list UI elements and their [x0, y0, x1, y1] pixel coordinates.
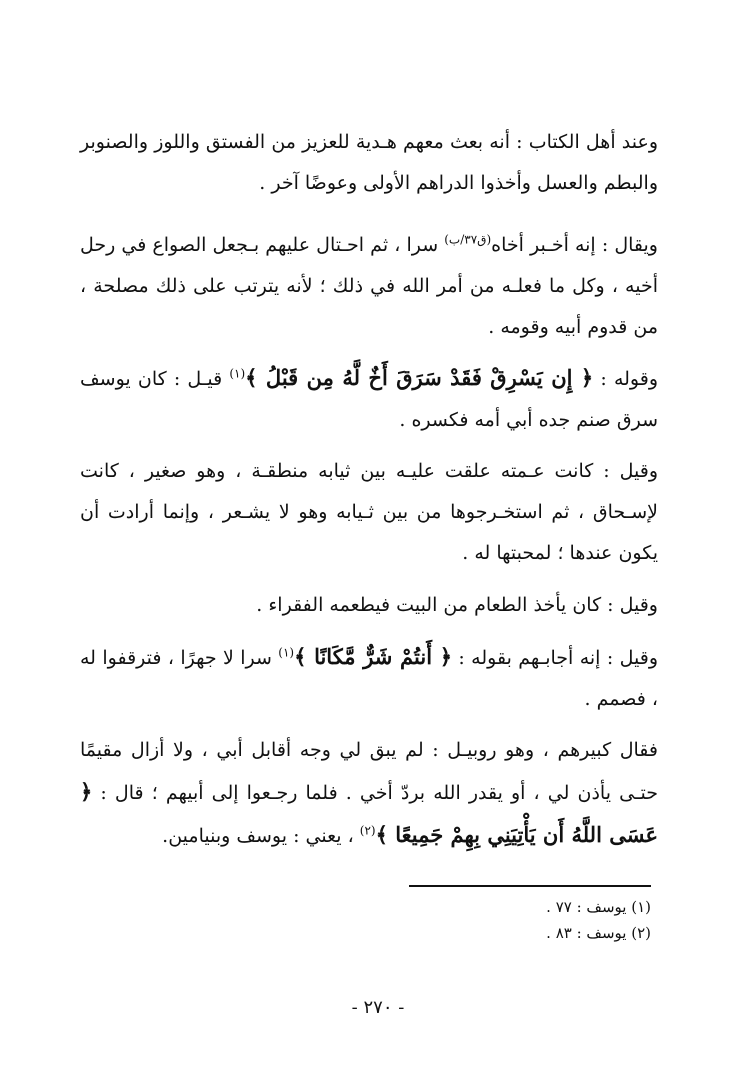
- footnote-divider: [409, 885, 651, 887]
- paragraph-text: سرا لا جهرًا ، فترقفوا له ، فصمم .: [80, 647, 658, 710]
- paragraph-text: وقيل : كان يأخذ الطعام من البيت فيطعمه الفقراء .: [256, 594, 658, 616]
- paragraph-text: وعند أهل الكتاب : أنه بعث معهم هـدية للعزيز من الفستق واللوز والصنوبر والبطم والعسل وأخذوا الدراهم الأولى وعوضًا آخر .: [80, 131, 658, 194]
- paragraph-text: ، يعني : يوسف وبنيامين.: [162, 825, 360, 847]
- paragraph-text: قيـل : كان يوسف سرق صنم جده أبي أمه فكسره .: [80, 368, 658, 431]
- paragraph-text: فقال كبيرهم ، وهو روبيـل : لم يبق لي وجه أقابل أبي ، ولا أزال مقيمًا حتـى يأذن لي ، أو يقدر الله بردّ أخي . فلما رجـعوا إلى أبيهم ؛ قال :: [80, 739, 658, 804]
- footnote-1: (١) يوسف : ٧٧ .: [546, 898, 651, 916]
- quran-verse: ﴿ عَسَى اللَّهُ أَن يَأْتِيَنِي بِهِمْ جَمِيعًا ﴾: [80, 779, 658, 847]
- paragraph-7: [80, 730, 658, 857]
- paragraph-text: وقيل : كانت عـمته علقت عليـه بين ثيابه منطقـة ، وهو صغير ، كانت لإسـحاق ، ثم استخـرجوها من بين ثـيابه وهو لا يشـعر ، وإنما أرادت أن يكون عندها ؛ لمحبتها له .: [80, 460, 658, 564]
- quran-verse: ﴿ إِن يَسْرِقْ فَقَدْ سَرَقَ أَخٌ لَّهُ مِن قَبْلُ ﴾: [245, 365, 594, 390]
- footnote-ref: (١): [229, 366, 246, 381]
- paragraph-3: [80, 357, 658, 441]
- paragraph-text: وقوله :: [593, 368, 658, 390]
- paragraph-5: [80, 585, 658, 626]
- paragraph-4: [80, 451, 658, 574]
- paragraph-text: سرا ، ثم احـتال عليهم بـجعل الصواع في رحل أخيه ، وكل ما فعلـه من أمر الله في ذلك ؛ لأنه يترتب على ذلك مصلحة ، من قدوم أبيه وقومه .: [80, 234, 658, 338]
- footnote-ref: (٢): [359, 823, 376, 838]
- paragraph-text: ويقال : إنه أخـبر أخاه: [491, 234, 658, 256]
- quran-verse: ﴿ أَنتُمْ شَرٌّ مَّكَانًا ﴾: [294, 644, 452, 669]
- footnote-ref: (١): [278, 645, 295, 660]
- paragraph-6: [80, 636, 658, 720]
- paragraph-text: وقيل : إنه أجابـهم بقوله :: [452, 647, 658, 669]
- footnote-2: (٢) يوسف : ٨٣ .: [546, 924, 651, 942]
- page-number: - ٢٧٠ -: [351, 997, 405, 1018]
- paragraph-2: [80, 225, 658, 348]
- manuscript-folio-ref: (ق٣٧/ب): [444, 232, 492, 247]
- paragraph-1: [80, 122, 658, 204]
